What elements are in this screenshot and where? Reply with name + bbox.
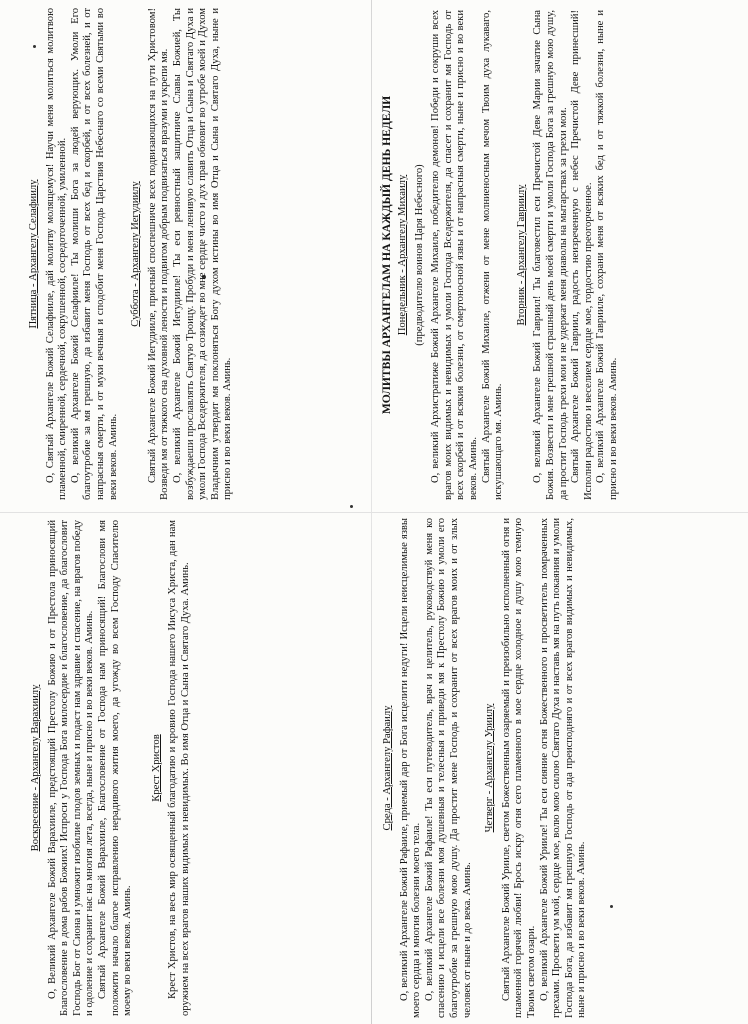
paragraph: Святый Архангеле Божий Михаиле, отжени от мене молниеносным мечом Твоим духа лукаваго, искушающаго мя. Аминь. [480, 10, 505, 500]
paragraph: Святый Архангеле Божий Гавриил, радость неизреченную с небес Пречистой Деве принесший! Исполни радостию и веселием сердце мое, гордостию преогорченное. [570, 10, 594, 500]
section-heading-thursday: Четверг - Архангелу Уриилу [484, 703, 496, 833]
paragraph: О, Великий Архангеле Божий Варахииле, предстоящий Престолу Божию и от Престола приносящий Благословение в дома рабов Божиих! Испроси у Господа Бога милосердие и благословение, да благословит Господь Бог от Сиона и умножит изобилие плодов земных и подаст нам здравие и спасение, на врагов победу и одоление и сохранит нас на многия лета, всегда, ныне и присно и во веки веков. Аминь. [46, 519, 96, 1016]
paragraph: О, великий Архангеле Божий Селафииле! Ты молиши Бога за людей верующих. Умоли Его благоутробие за мя грешную, да избавит меня Господь от всех бед и скорбей, и от всех болезней, и от напрасныя смерти, и от муки вечныя и сподобит меня Господь Царствия Небеснаго со всеми Святыми во веки веков. Аминь. [69, 8, 119, 500]
paragraph: О, великий Архангеле Божий Рафаиле, приемый дар от Бога исцелити недуги! Исцели неисцелимые язвы моего сердца и многия болезни моего тела. [398, 518, 423, 1018]
paragraph: О, великий Архангеле Божий Рафаиле! Ты еси путеводитель, врач и целитель, руководствуй меня ко спасению и исцели все болезни моя душевныя и телесныя и приведи мя к Престолу Божию и умоли его благоутробие за грешную мою душу. Да простит мене Господь и сохранит от всех врагов моих и от злых человек от ныне и до века. Аминь. [423, 518, 473, 1018]
paragraph: Святый Архангеле Божий Урииле, светом Божественным озаряемый и преизобильно исполненный огня и пламенной горячей любви! Брось искру огня сего пламенного в мое сердце холодное и душу мою темную Твоим светом озари. [500, 518, 537, 1018]
block-fri-sat [28, 8, 364, 500]
fold-line-horizontal [0, 512, 748, 513]
block-wed-thu [382, 518, 740, 1018]
paragraph: Крест Христов, на весь мир освященный благодатию и кровию Господа нашего Иисуса Христа, дан нам оружием на всех врагов наших видимых и невидимых. Во имя Отца и Сына и Святаго Духа. Аминь. [167, 520, 191, 1016]
paragraph: Святый Архангеле Божий Варахииле, Благословение от Господа нам приносящий! Благослови мя положити начало благое исправлению нерадивого жития моего, да угожду во всем Господу Спасителю моему во веки веков. Аминь. [96, 520, 134, 1016]
paragraph: О, великий Архангеле Божий Гавриил! Ты благовестил еси Пречистой Деве Марии зачатие Сына Божия. Возвести и мне грешной страшный день моей смерти и умоли Господа Бога за грешную мою душу, да простит Господь грехи мои и не удержат меня диаволы на мытарствах за грехи мои. [532, 10, 569, 500]
paragraph: О, Святый Архангеле Божий Селафииле, дай молитву молящемуся! Научи меня молиться молитвою пламенной, смиренной, сердечной, сокрушенной, сосредоточенной, умиленной. [44, 8, 69, 500]
paragraph: О, великий Архангеле Божий Иегудииле! Ты еси ревностный защитниче Славы Божией, Ты возбуждаеши прославлять Святую Троицу. Пробуди и меня ленивую славить Отца и Сына и Святаго Духа и умоли Господа Вседержителя, да созиждет во мне сердце чисто и дух прав обновит во утробе моей и Духом Владычним утвердит мя поклоняться Богу духом истины во имя Отца и Сына и Святаго Духа, ныне и присно и во веки веков. Аминь. [171, 8, 234, 500]
block-sun-cross [30, 520, 366, 1016]
section-heading-monday: Понедельник - Архангелу Михаилу [397, 174, 408, 336]
section-heading-sunday: Воскресение - Архангелу Варахиилу [30, 684, 41, 852]
section-subheading-monday: (предводителю воинов Царя Небесного) [413, 164, 425, 346]
section-heading-cross: Крест Христов [150, 734, 162, 802]
paragraph: Святый Архангеле Божий Иегудииле, присный споспешниче всех подвизающихся на пути Христовом! Возведи мя от тяжкого сна духовной лености и подвигом добрым подвизаться вразуми и укрепи мя. [146, 8, 171, 500]
section-heading-tuesday: Вторник - Архангелу Гавриилу [515, 184, 527, 326]
section-heading-friday: Пятница - Архангелу Селафиилу [28, 179, 39, 329]
section-heading-wednesday: Среда - Архангелу Рафаилу [382, 705, 393, 831]
paragraph: О, великий Архангеле Божий Урииле! Ты еси сияние огня Божественного и просветитель помраченных грехами. Просвети ум мой, сердце мое, волю мою силою Святаго Духа и наставь мя на путь покаяния и умоли Господа Бога, да избавит мя грешную Господь от ада преисподняго и от всех врагов видимых и невидимых, ныне и присно и во веки веков. Аминь. [538, 518, 588, 1018]
scan-speck [350, 505, 353, 508]
paragraph: О, великий Архангеле Божий Гаврииле, сохрани меня от всяких бед и от тяжкой болезни, ныне и присно и во веки веков. Аминь. [595, 10, 619, 500]
section-heading-saturday: Суббота - Архангелу Иегудиилу [130, 181, 142, 327]
document-title: МОЛИТВЫ АРХАНГЕЛАМ НА КАЖДЫЙ ДЕНЬ НЕДЕЛИ [380, 95, 393, 415]
block-mon-tue [380, 10, 742, 500]
paragraph: О, великий Архистратиже Божий Архангеле Михаиле, победителю демонов! Победи и сокруши всех врагов моих видимых и невидимых и умоли Господа Вседержителя, да спасет и сохранит мя Господь от всех скорбей и от всякия болезни, от смертоносной язвы и от напрасныя смерти, ныне и присно и во веки веков. Аминь. [430, 10, 479, 500]
